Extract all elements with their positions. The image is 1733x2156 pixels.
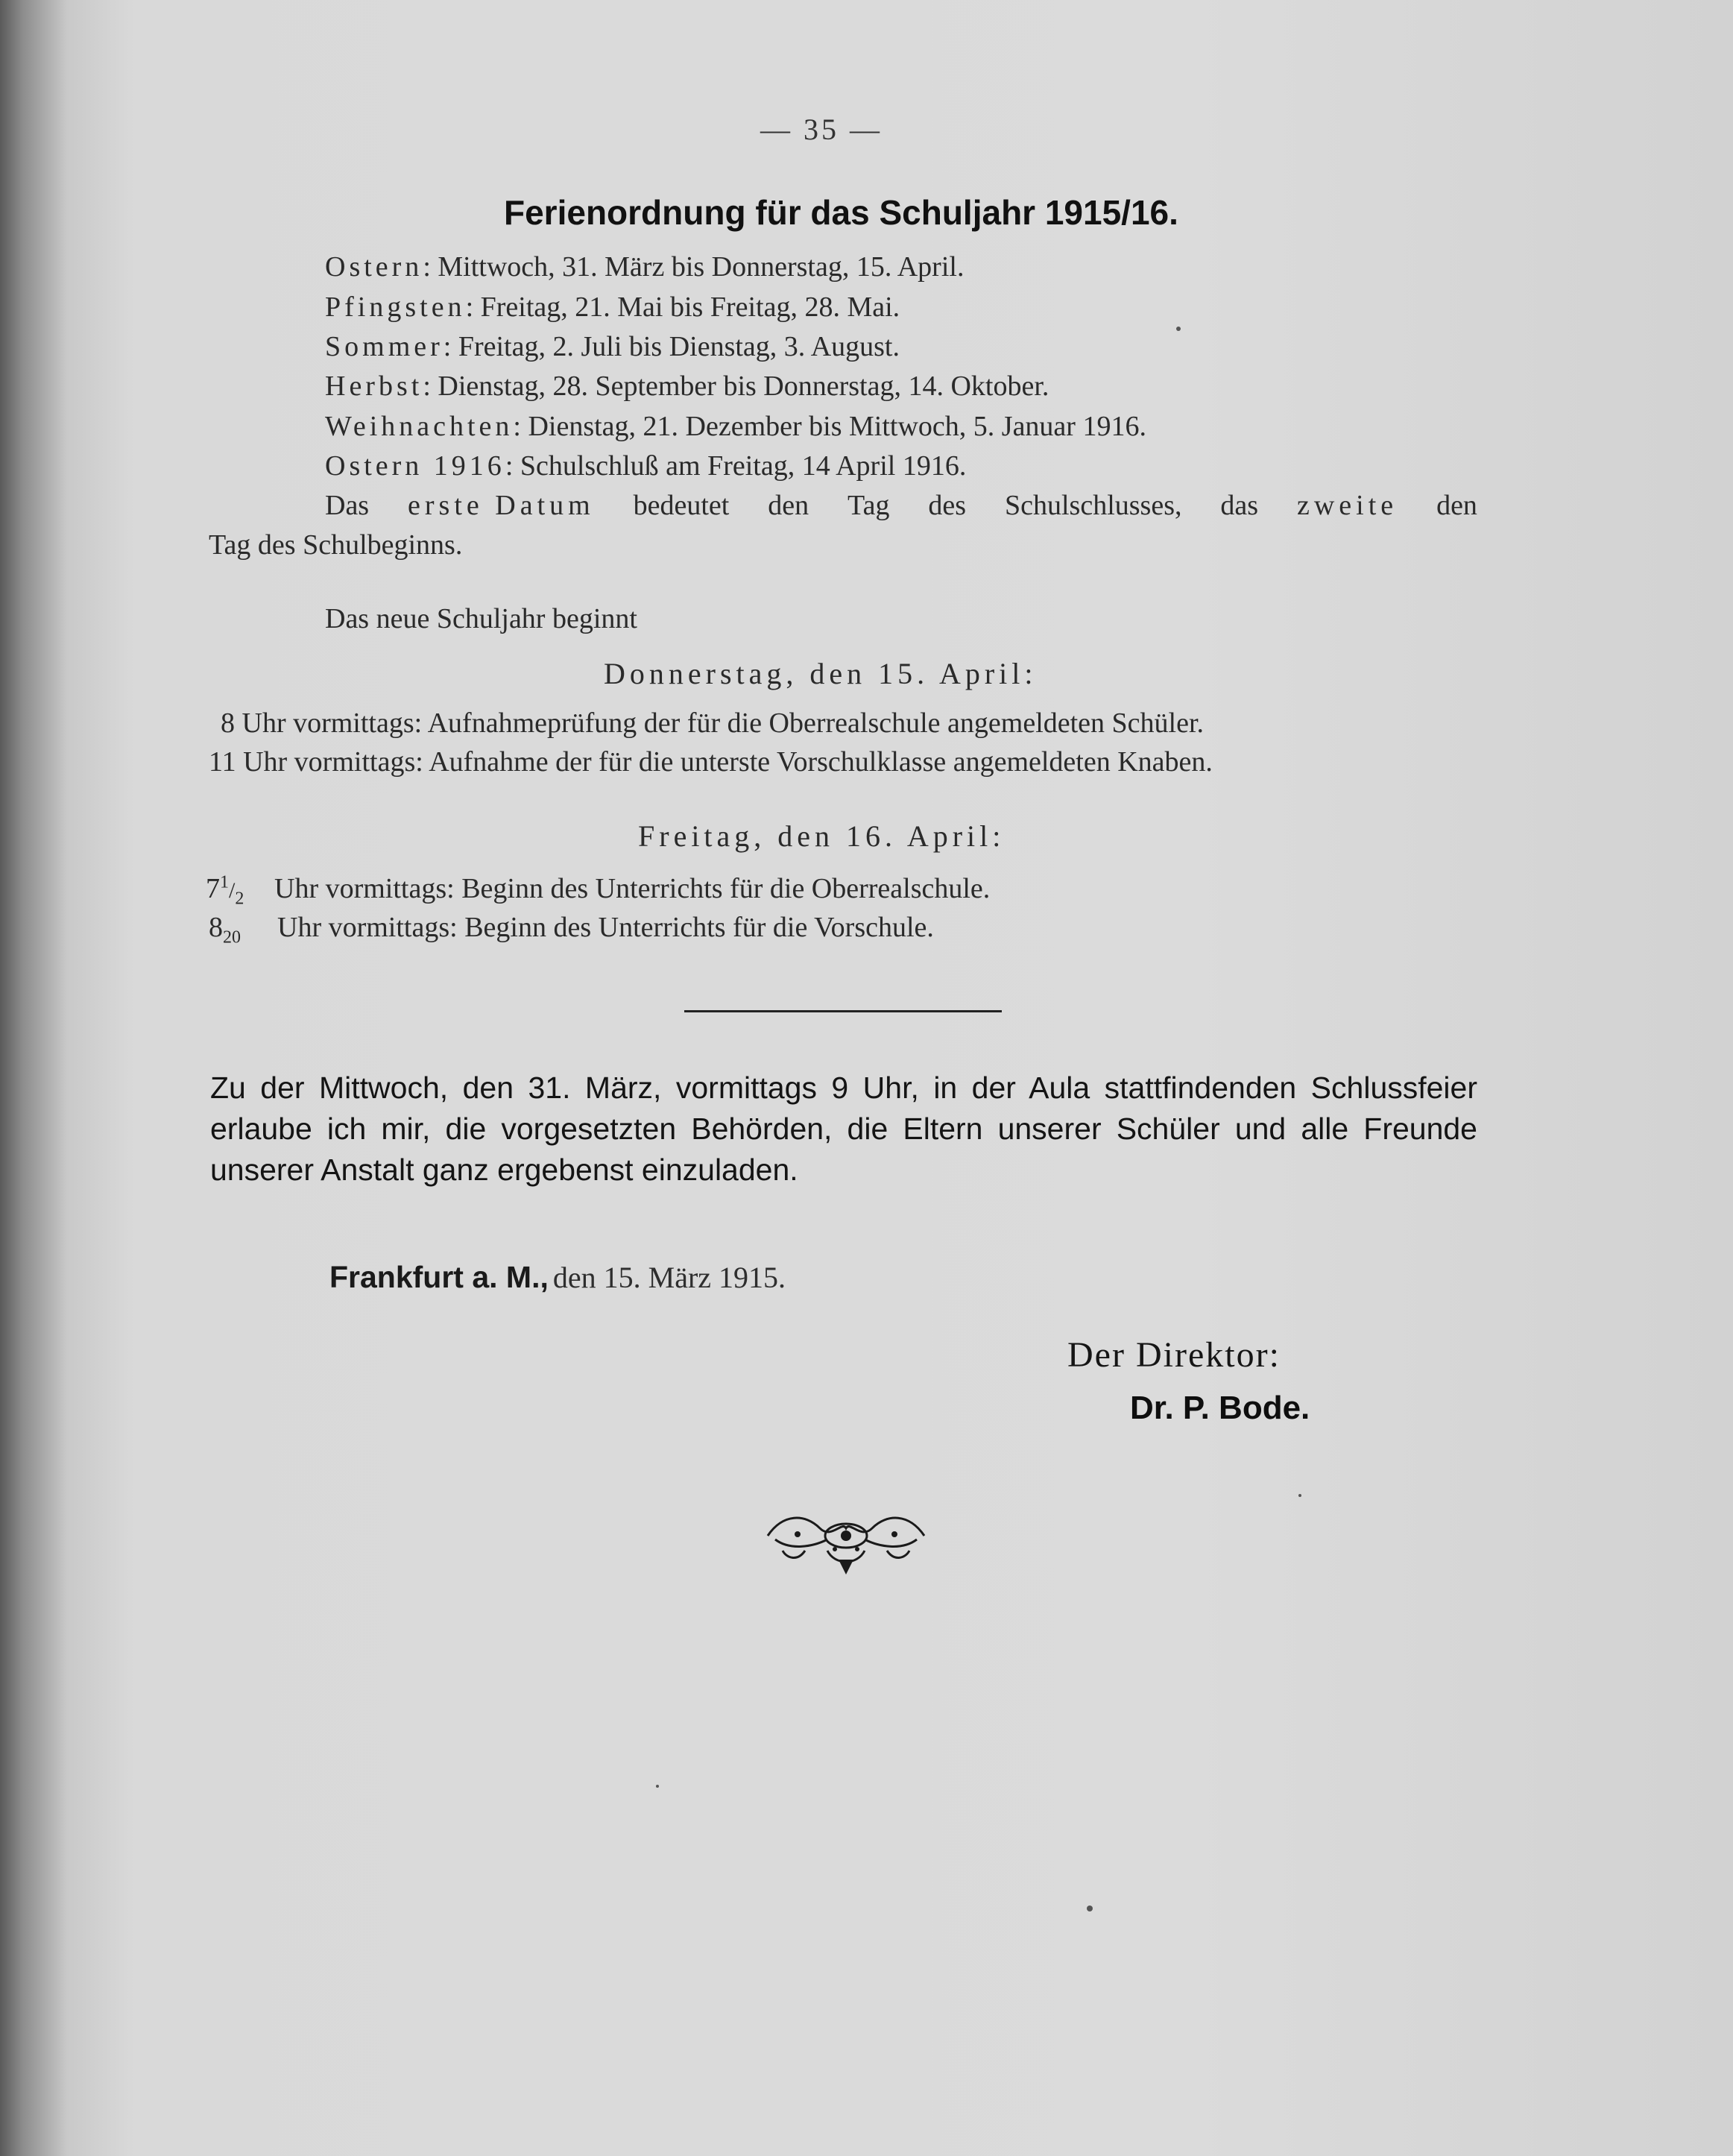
schedule-time: 11 Uhr vormittags:	[209, 746, 423, 778]
schedule-time: Uhr vormittags:	[274, 873, 455, 904]
schedule-time-fraction: $8_{20}$	[209, 912, 241, 948]
note-word: das	[1220, 490, 1259, 521]
schedule-text: Aufnahme der für die unterste Vorschulklasse angemeldeten Knaben.	[429, 746, 1213, 778]
print-speck	[1176, 327, 1181, 331]
holiday-row	[325, 330, 900, 363]
holiday-name: Ostern 1916	[325, 450, 505, 482]
page-title: Ferienordnung für das Schuljahr 1915/16.	[504, 193, 1178, 232]
note-word: des	[928, 490, 967, 521]
holiday-dates: : Dienstag, 21. Dezember bis Mittwoch, 5. Januar 1916.	[513, 411, 1146, 442]
ornament-vignette-icon	[760, 1506, 932, 1580]
invitation-paragraph: Zu der Mittwoch, den 31. März, vormittags 9 Uhr, in der Aula stattfindenden Schlussfeier erlaube ich mir, die vorgesetzten Behörden, die Eltern unserer Schüler und alle Freunde unserer Anstalt ganz ergebenst einzuladen.	[210, 1071, 1477, 1187]
note-word: Schulschlusses,	[1004, 490, 1182, 521]
schedule-time-fraction: $7^1/_2$	[206, 872, 244, 909]
holiday-dates: : Dienstag, 28. September bis Donnerstag, 14. Oktober.	[423, 371, 1049, 402]
schedule-time: Uhr vormittags:	[277, 912, 458, 943]
holiday-dates: : Freitag, 21. Mai bis Freitag, 28. Mai.	[465, 291, 900, 323]
note-word: den	[1436, 490, 1477, 521]
holiday-name: Herbst	[325, 371, 423, 402]
director-label: Der Direktor:	[1067, 1335, 1281, 1375]
schedule-text: Beginn des Unterrichts für die Oberrealschule.	[461, 873, 991, 904]
section-divider	[684, 1010, 1002, 1012]
holiday-dates: : Mittwoch, 31. März bis Donnerstag, 15. April.	[423, 251, 965, 283]
holiday-dates: : Schulschluß am Freitag, 14 April 1916.	[505, 450, 967, 482]
page-number: — 35 —	[760, 113, 883, 146]
director-name: Dr. P. Bode.	[1130, 1390, 1310, 1426]
note-word: den	[768, 490, 809, 521]
holiday-name: Ostern	[325, 251, 423, 283]
new-year-intro: Das neue Schuljahr beginnt	[325, 603, 637, 634]
holiday-row	[325, 410, 1146, 443]
holiday-dates: : Freitag, 2. Juli bis Dienstag, 3. August.	[443, 331, 900, 362]
holiday-name: Pfingsten	[325, 291, 466, 323]
holiday-name: Weihnachten	[325, 411, 514, 442]
print-speck	[1298, 1494, 1301, 1497]
note-word: erste Datum	[408, 490, 595, 521]
note-word: Tag	[847, 490, 890, 521]
day-heading-thursday: Donnerstag, den 15. April:	[604, 657, 1038, 690]
schedule-text: Beginn des Unterrichts für die Vorschule.	[464, 912, 934, 943]
place: Frankfurt a. M.,	[329, 1260, 549, 1294]
place-and-date	[329, 1260, 786, 1295]
schedule-time: 8 Uhr vormittags:	[221, 707, 423, 739]
holiday-row	[325, 291, 900, 324]
day-heading-friday: Freitag, den 16. April:	[638, 819, 1006, 853]
print-speck	[656, 1785, 659, 1788]
schedule-item	[221, 707, 1204, 740]
note-word: zweite	[1296, 490, 1398, 521]
holiday-name: Sommer	[325, 331, 443, 362]
schedule-item	[209, 746, 1213, 778]
schedule-text: Aufnahmeprüfung der für die Oberrealschule angemeldeten Schüler.	[427, 707, 1205, 739]
note-word: Das	[325, 490, 370, 521]
date: den 15. März 1915.	[552, 1261, 786, 1294]
holiday-row	[325, 250, 964, 283]
holiday-row	[325, 370, 1049, 403]
schedule-item	[209, 911, 934, 948]
note-word: bedeutet	[633, 490, 730, 521]
holiday-row	[325, 450, 966, 482]
holiday-note-continued: Tag des Schulbeginns.	[209, 529, 463, 561]
print-speck	[1087, 1906, 1093, 1911]
holiday-note	[325, 489, 1477, 522]
schedule-item	[206, 872, 990, 910]
